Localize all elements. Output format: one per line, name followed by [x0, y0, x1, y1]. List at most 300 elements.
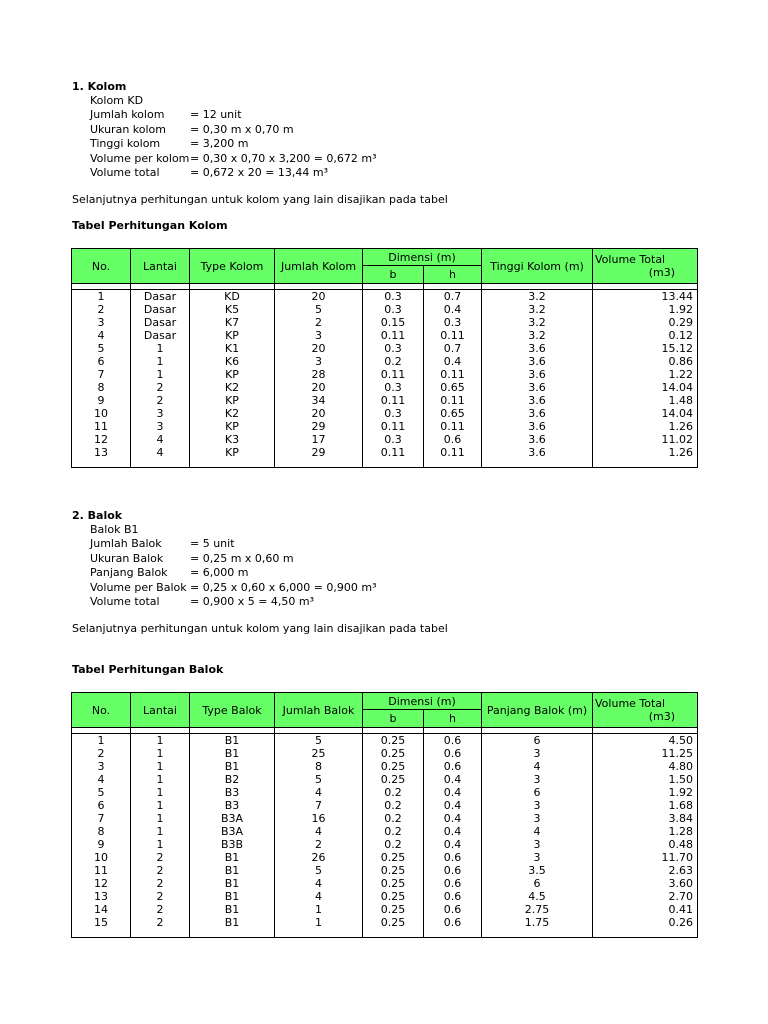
cell-h: 0.65: [424, 381, 482, 394]
cell-no: 3: [72, 316, 131, 329]
cell-lantai: Dasar: [131, 303, 190, 316]
param-row: [90, 566, 377, 580]
cell-jumlah: 20: [275, 290, 363, 304]
end-cell: [72, 459, 131, 468]
cell-lantai: 2: [131, 903, 190, 916]
cell-b: 0.3: [363, 303, 424, 316]
cell-h: 0.4: [424, 773, 482, 786]
cell-b: 0.11: [363, 329, 424, 342]
cell-h: 0.7: [424, 290, 482, 304]
cell-lantai: 1: [131, 760, 190, 773]
cell-length: 3: [482, 799, 593, 812]
cell-jumlah: 5: [275, 864, 363, 877]
header-dimensi: Dimensi (m): [363, 693, 482, 710]
cell-jumlah: 17: [275, 433, 363, 446]
cell-type: B1: [190, 890, 275, 903]
table-row: [72, 342, 698, 355]
end-cell: [131, 929, 190, 938]
cell-b: 0.3: [363, 342, 424, 355]
cell-lantai: 1: [131, 838, 190, 851]
balok-table: [71, 692, 698, 938]
param-label: Ukuran kolom: [90, 122, 166, 136]
cell-jumlah: 3: [275, 355, 363, 368]
cell-length: 6: [482, 877, 593, 890]
cell-b: 0.11: [363, 394, 424, 407]
cell-length: 4: [482, 760, 593, 773]
cell-jumlah: 1: [275, 916, 363, 929]
cell-h: 0.65: [424, 407, 482, 420]
cell-type: K1: [190, 342, 275, 355]
param-row: [90, 581, 377, 595]
cell-volume: 1.48: [593, 394, 698, 407]
cell-volume: 0.48: [593, 838, 698, 851]
cell-lantai: 2: [131, 381, 190, 394]
cell-lantai: 2: [131, 916, 190, 929]
cell-b: 0.25: [363, 851, 424, 864]
cell-b: 0.2: [363, 799, 424, 812]
cell-volume: 1.26: [593, 446, 698, 459]
cell-no: 15: [72, 916, 131, 929]
cell-jumlah: 4: [275, 890, 363, 903]
cell-no: 11: [72, 420, 131, 433]
table-row: [72, 368, 698, 381]
table-row: [72, 446, 698, 459]
cell-b: 0.11: [363, 446, 424, 459]
cell-h: 0.11: [424, 446, 482, 459]
cell-h: 0.3: [424, 316, 482, 329]
header-type: Type Balok: [190, 693, 275, 728]
cell-length: 3.2: [482, 316, 593, 329]
cell-no: 12: [72, 877, 131, 890]
cell-h: 0.4: [424, 799, 482, 812]
cell-type: K2: [190, 407, 275, 420]
cell-type: K3: [190, 433, 275, 446]
header-b: b: [363, 710, 424, 728]
cell-b: 0.25: [363, 760, 424, 773]
cell-no: 8: [72, 825, 131, 838]
cell-type: KD: [190, 290, 275, 304]
table-row: [72, 916, 698, 929]
cell-jumlah: 8: [275, 760, 363, 773]
table-row: [72, 316, 698, 329]
cell-type: K6: [190, 355, 275, 368]
end-cell: [482, 929, 593, 938]
table-row: [72, 747, 698, 760]
param-row: [90, 537, 377, 551]
cell-b: 0.2: [363, 812, 424, 825]
cell-volume: 14.04: [593, 407, 698, 420]
cell-b: 0.2: [363, 838, 424, 851]
cell-length: 3.6: [482, 381, 593, 394]
table-row: [72, 290, 698, 304]
cell-no: 5: [72, 786, 131, 799]
balok-table-body: [72, 728, 698, 938]
cell-type: B1: [190, 903, 275, 916]
table-row: [72, 329, 698, 342]
cell-no: 7: [72, 368, 131, 381]
end-cell: [363, 929, 424, 938]
cell-type: KP: [190, 420, 275, 433]
cell-volume: 1.92: [593, 786, 698, 799]
cell-h: 0.6: [424, 734, 482, 748]
param-label: Tinggi kolom: [90, 137, 161, 151]
header-volume: [593, 249, 698, 284]
balok-params: [90, 523, 377, 609]
cell-type: B1: [190, 734, 275, 748]
cell-volume: 11.02: [593, 433, 698, 446]
cell-lantai: 3: [131, 420, 190, 433]
cell-no: 10: [72, 851, 131, 864]
cell-volume: 15.12: [593, 342, 698, 355]
cell-volume: 1.92: [593, 303, 698, 316]
cell-jumlah: 3: [275, 329, 363, 342]
cell-lantai: Dasar: [131, 290, 190, 304]
header-lantai: Lantai: [131, 693, 190, 728]
cell-volume: 0.29: [593, 316, 698, 329]
cell-volume: 2.63: [593, 864, 698, 877]
cell-type: KP: [190, 446, 275, 459]
param-label: Kolom KD: [90, 94, 144, 107]
cell-lantai: 1: [131, 812, 190, 825]
cell-no: 4: [72, 773, 131, 786]
cell-length: 3: [482, 812, 593, 825]
cell-h: 0.6: [424, 433, 482, 446]
end-cell: [424, 459, 482, 468]
param-row: [90, 552, 377, 566]
cell-h: 0.4: [424, 825, 482, 838]
cell-length: 3.6: [482, 433, 593, 446]
param-value: = 0,672 x 20 = 13,44 m³: [190, 165, 329, 179]
cell-b: 0.15: [363, 316, 424, 329]
cell-b: 0.3: [363, 433, 424, 446]
cell-volume: 14.04: [593, 381, 698, 394]
end-cell: [593, 459, 698, 468]
cell-length: 3: [482, 773, 593, 786]
param-value: = 0,30 m x 0,70 m: [190, 122, 294, 136]
cell-type: B1: [190, 747, 275, 760]
param-row: [90, 523, 377, 537]
header-dimensi: Dimensi (m): [363, 249, 482, 266]
end-cell: [482, 459, 593, 468]
param-label: Jumlah Balok: [90, 537, 162, 551]
table-row: [72, 303, 698, 316]
cell-h: 0.6: [424, 877, 482, 890]
cell-type: B1: [190, 851, 275, 864]
cell-b: 0.3: [363, 381, 424, 394]
cell-lantai: 1: [131, 342, 190, 355]
cell-jumlah: 20: [275, 381, 363, 394]
param-row: [90, 595, 377, 609]
cell-volume: 1.26: [593, 420, 698, 433]
cell-length: 1.75: [482, 916, 593, 929]
cell-no: 6: [72, 799, 131, 812]
end-cell: [424, 929, 482, 938]
param-value: = 3,200 m: [190, 137, 249, 151]
cell-jumlah: 5: [275, 773, 363, 786]
header-type: Type Kolom: [190, 249, 275, 284]
cell-no: 13: [72, 890, 131, 903]
cell-jumlah: 16: [275, 812, 363, 825]
param-label: Volume total: [90, 165, 160, 179]
param-row: [90, 123, 377, 137]
kolom-table-body: [72, 284, 698, 468]
table-row: [72, 381, 698, 394]
table-row: [72, 407, 698, 420]
cell-volume: 0.41: [593, 903, 698, 916]
cell-h: 0.4: [424, 812, 482, 825]
header-volume-line1: Volume Total: [595, 253, 666, 266]
cell-lantai: 2: [131, 890, 190, 903]
table-row: [72, 433, 698, 446]
table-row: [72, 786, 698, 799]
cell-h: 0.6: [424, 890, 482, 903]
cell-type: B1: [190, 864, 275, 877]
cell-volume: 1.68: [593, 799, 698, 812]
cell-length: 2.75: [482, 903, 593, 916]
param-label: Jumlah kolom: [90, 108, 165, 122]
cell-no: 11: [72, 864, 131, 877]
param-value: = 0,25 m x 0,60 m: [190, 551, 294, 565]
kolom-params: [90, 94, 377, 180]
cell-no: 1: [72, 734, 131, 748]
cell-lantai: 2: [131, 851, 190, 864]
end-cell: [275, 459, 363, 468]
end-cell: [275, 929, 363, 938]
cell-volume: 0.26: [593, 916, 698, 929]
cell-h: 0.4: [424, 786, 482, 799]
kolom-table-title: Tabel Perhitungan Kolom: [72, 219, 228, 232]
cell-length: 3.2: [482, 303, 593, 316]
cell-type: B3A: [190, 825, 275, 838]
cell-jumlah: 29: [275, 446, 363, 459]
cell-b: 0.25: [363, 916, 424, 929]
cell-h: 0.6: [424, 760, 482, 773]
cell-jumlah: 5: [275, 303, 363, 316]
cell-length: 3.6: [482, 394, 593, 407]
cell-jumlah: 20: [275, 407, 363, 420]
table-row: [72, 838, 698, 851]
cell-b: 0.25: [363, 903, 424, 916]
cell-type: KP: [190, 368, 275, 381]
cell-no: 4: [72, 329, 131, 342]
cell-b: 0.25: [363, 747, 424, 760]
table-row: [72, 864, 698, 877]
header-b: b: [363, 266, 424, 284]
header-jumlah: Jumlah Kolom: [275, 249, 363, 284]
end-cell: [190, 459, 275, 468]
cell-jumlah: 34: [275, 394, 363, 407]
header-no: No.: [72, 693, 131, 728]
cell-type: K5: [190, 303, 275, 316]
cell-jumlah: 4: [275, 786, 363, 799]
cell-type: B1: [190, 916, 275, 929]
param-value: = 0,30 x 0,70 x 3,200 = 0,672 m³: [190, 151, 377, 165]
header-jumlah: Jumlah Balok: [275, 693, 363, 728]
cell-no: 1: [72, 290, 131, 304]
param-value: = 12 unit: [190, 108, 242, 122]
cell-jumlah: 4: [275, 825, 363, 838]
cell-volume: 1.50: [593, 773, 698, 786]
cell-volume: 11.25: [593, 747, 698, 760]
cell-jumlah: 4: [275, 877, 363, 890]
cell-h: 0.4: [424, 838, 482, 851]
kolom-note: Selanjutnya perhitungan untuk kolom yang lain disajikan pada tabel: [72, 193, 448, 206]
cell-volume: 0.86: [593, 355, 698, 368]
header-panjang: Panjang Balok (m): [482, 693, 593, 728]
cell-lantai: 1: [131, 368, 190, 381]
table-row: [72, 825, 698, 838]
cell-no: 3: [72, 760, 131, 773]
end-cell: [72, 929, 131, 938]
cell-b: 0.25: [363, 890, 424, 903]
table-row: [72, 394, 698, 407]
param-value: = 0,900 x 5 = 4,50 m³: [190, 594, 315, 608]
cell-b: 0.3: [363, 407, 424, 420]
param-value: = 0,25 x 0,60 x 6,000 = 0,900 m³: [190, 580, 377, 594]
cell-volume: 11.70: [593, 851, 698, 864]
balok-table-title: Tabel Perhitungan Balok: [72, 663, 224, 676]
cell-h: 0.6: [424, 747, 482, 760]
cell-lantai: 4: [131, 446, 190, 459]
header-lantai: Lantai: [131, 249, 190, 284]
cell-no: 14: [72, 903, 131, 916]
cell-type: B2: [190, 773, 275, 786]
param-value: = 5 unit: [190, 537, 235, 551]
cell-length: 3: [482, 747, 593, 760]
table-row: [72, 851, 698, 864]
cell-h: 0.6: [424, 903, 482, 916]
table-row: [72, 355, 698, 368]
cell-no: 6: [72, 355, 131, 368]
cell-h: 0.11: [424, 329, 482, 342]
param-row: [90, 166, 377, 180]
cell-type: B3B: [190, 838, 275, 851]
cell-length: 3.2: [482, 329, 593, 342]
cell-no: 8: [72, 381, 131, 394]
cell-jumlah: 28: [275, 368, 363, 381]
cell-volume: 3.60: [593, 877, 698, 890]
header-h: h: [424, 710, 482, 728]
table-row: [72, 812, 698, 825]
cell-jumlah: 5: [275, 734, 363, 748]
cell-jumlah: 7: [275, 799, 363, 812]
cell-volume: 2.70: [593, 890, 698, 903]
cell-volume: 1.28: [593, 825, 698, 838]
param-label: Ukuran Balok: [90, 551, 164, 565]
end-cell: [363, 459, 424, 468]
cell-length: 3.6: [482, 446, 593, 459]
param-label: Volume total: [90, 594, 160, 608]
cell-lantai: 3: [131, 407, 190, 420]
cell-no: 2: [72, 747, 131, 760]
cell-jumlah: 29: [275, 420, 363, 433]
cell-lantai: 4: [131, 433, 190, 446]
cell-jumlah: 2: [275, 838, 363, 851]
kolom-table: [71, 248, 698, 468]
header-volume-line1: Volume Total: [595, 697, 666, 710]
cell-volume: 0.12: [593, 329, 698, 342]
cell-b: 0.11: [363, 420, 424, 433]
cell-h: 0.7: [424, 342, 482, 355]
cell-jumlah: 1: [275, 903, 363, 916]
cell-type: KP: [190, 394, 275, 407]
cell-h: 0.6: [424, 851, 482, 864]
cell-h: 0.11: [424, 368, 482, 381]
cell-jumlah: 20: [275, 342, 363, 355]
balok-section-title: 2. Balok: [72, 509, 123, 522]
cell-type: B1: [190, 877, 275, 890]
end-cell: [131, 459, 190, 468]
header-volume: [593, 693, 698, 728]
cell-length: 3.6: [482, 420, 593, 433]
param-row: [90, 108, 377, 122]
cell-volume: 3.84: [593, 812, 698, 825]
param-value: = 6,000 m: [190, 566, 249, 580]
kolom-section-title: 1. Kolom: [72, 80, 127, 93]
cell-lantai: 1: [131, 799, 190, 812]
cell-no: 2: [72, 303, 131, 316]
cell-b: 0.11: [363, 368, 424, 381]
cell-lantai: 1: [131, 355, 190, 368]
header-h: h: [424, 266, 482, 284]
cell-volume: 4.80: [593, 760, 698, 773]
cell-length: 6: [482, 786, 593, 799]
cell-length: 3.2: [482, 290, 593, 304]
header-no: No.: [72, 249, 131, 284]
cell-length: 4.5: [482, 890, 593, 903]
cell-jumlah: 26: [275, 851, 363, 864]
cell-lantai: 2: [131, 864, 190, 877]
cell-lantai: 1: [131, 786, 190, 799]
cell-type: B3A: [190, 812, 275, 825]
table-end-row: [72, 459, 698, 468]
param-label: Volume per kolom: [90, 151, 190, 165]
cell-b: 0.2: [363, 786, 424, 799]
cell-no: 9: [72, 838, 131, 851]
header-tinggi: Tinggi Kolom (m): [482, 249, 593, 284]
cell-length: 3.5: [482, 864, 593, 877]
cell-lantai: Dasar: [131, 316, 190, 329]
cell-no: 12: [72, 433, 131, 446]
cell-length: 3: [482, 851, 593, 864]
cell-length: 3.6: [482, 407, 593, 420]
param-row: [90, 94, 377, 108]
cell-lantai: 1: [131, 747, 190, 760]
end-cell: [593, 929, 698, 938]
cell-length: 6: [482, 734, 593, 748]
end-cell: [190, 929, 275, 938]
cell-jumlah: 2: [275, 316, 363, 329]
table-row: [72, 760, 698, 773]
cell-length: 3.6: [482, 368, 593, 381]
cell-type: B1: [190, 760, 275, 773]
header-volume-line2: (m3): [648, 710, 676, 723]
param-row: [90, 137, 377, 151]
table-row: [72, 734, 698, 748]
cell-no: 9: [72, 394, 131, 407]
cell-length: 4: [482, 825, 593, 838]
cell-lantai: 1: [131, 734, 190, 748]
cell-no: 5: [72, 342, 131, 355]
cell-b: 0.25: [363, 773, 424, 786]
param-row: [90, 152, 377, 166]
cell-b: 0.25: [363, 877, 424, 890]
cell-h: 0.11: [424, 394, 482, 407]
cell-volume: 4.50: [593, 734, 698, 748]
cell-type: B3: [190, 786, 275, 799]
cell-no: 10: [72, 407, 131, 420]
table-row: [72, 420, 698, 433]
